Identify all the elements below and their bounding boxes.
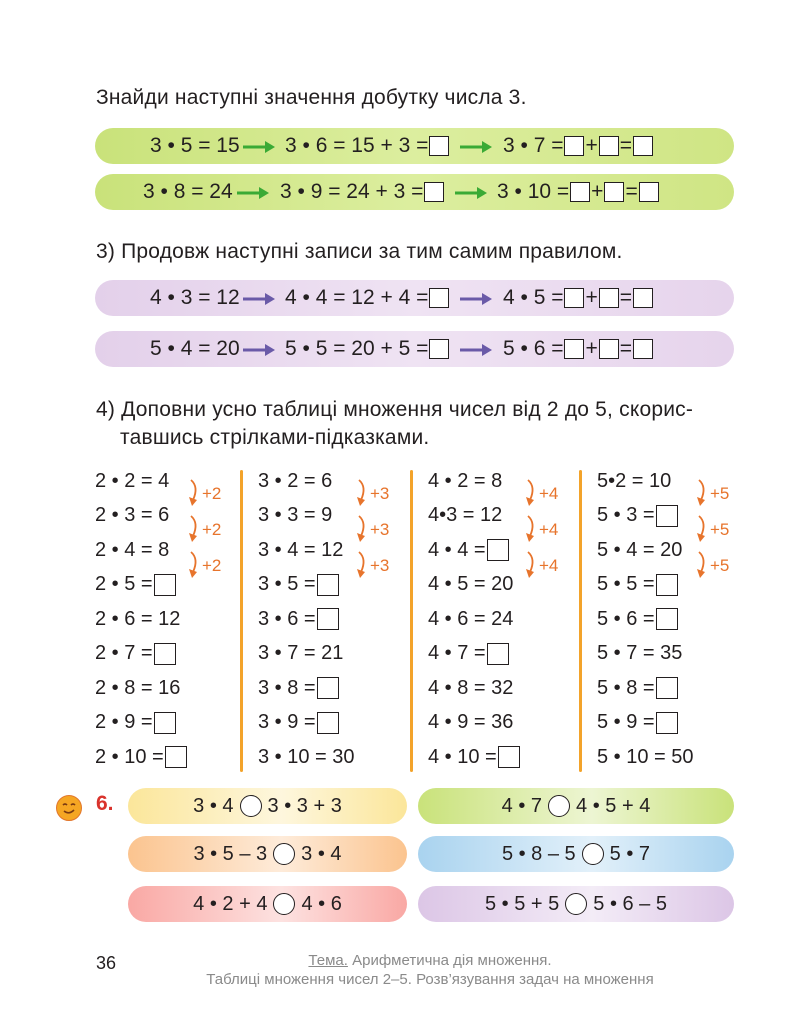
table-expression: 2 • 9 =: [95, 711, 153, 733]
answer-box[interactable]: [154, 712, 176, 734]
answer-box[interactable]: [656, 677, 678, 699]
answer-box[interactable]: [599, 136, 619, 156]
comparison-right: 4 • 6: [301, 892, 342, 915]
table-row: [597, 537, 682, 563]
answer-box[interactable]: [656, 574, 678, 596]
curved-arrow-icon: [188, 550, 202, 580]
table-expression: 3 • 6 =: [258, 607, 316, 630]
hint-label: +4: [539, 484, 559, 503]
table-row: [95, 537, 169, 563]
answer-box[interactable]: [429, 288, 449, 308]
table-expression: 2 • 7 =: [95, 642, 153, 664]
table-row: [597, 572, 679, 598]
table-expression: 5 • 5 =: [597, 573, 655, 595]
table-expression: 3 • 3 = 9: [258, 504, 333, 526]
answer-box[interactable]: [656, 505, 678, 527]
table-row: [428, 675, 513, 701]
table-row: [428, 641, 510, 667]
answer-box[interactable]: [633, 136, 653, 156]
table-expression: 3 • 2 = 6: [258, 469, 333, 492]
table-row: [428, 572, 513, 598]
table-row: [597, 503, 679, 529]
table-row: [428, 744, 521, 770]
table-row: [258, 641, 343, 667]
table-row: [258, 710, 340, 736]
table-expression: 4 • 2 = 8: [428, 469, 503, 492]
comparison-right: 4 • 5 + 4: [576, 794, 651, 817]
table-expression: 2 • 10 =: [95, 745, 164, 768]
table-row: [95, 744, 188, 770]
table-row: [95, 675, 180, 701]
table-expression: 3 • 4 = 12: [258, 538, 344, 561]
arrow-right-icon: [243, 344, 275, 356]
curved-arrow-icon: [188, 478, 202, 508]
table-expression: 2 • 3 = 6: [95, 504, 170, 526]
table-expression: 2 • 5 =: [95, 573, 153, 595]
answer-box[interactable]: [317, 574, 339, 596]
expr-b: 4 • 4 = 12 + 4 =: [285, 280, 450, 316]
footer-topic-line1: Тема. Арифметична дія множення.: [308, 952, 552, 969]
comparison-left: 3 • 5 – 3: [193, 842, 268, 865]
table-expression: 3 • 9 =: [258, 711, 316, 733]
arrow-right-icon: [460, 141, 492, 153]
table-row: [258, 606, 340, 632]
arrow-right-icon: [460, 344, 492, 356]
answer-box[interactable]: [429, 339, 449, 359]
table-expression: 5 • 10 = 50: [597, 745, 694, 768]
green-row-2: [95, 174, 734, 210]
answer-box[interactable]: [599, 288, 619, 308]
hint-label: +3: [370, 484, 390, 503]
table-row: [258, 537, 343, 563]
arrow-right-icon: [455, 187, 487, 199]
table-row: [428, 606, 513, 632]
table-row: [95, 468, 169, 494]
comparison-left: 3 • 4: [193, 794, 234, 817]
hint-label: +2: [202, 520, 222, 539]
hint-label: +3: [370, 520, 390, 539]
expr-a: 4 • 3 = 12: [150, 286, 240, 309]
compare-circle[interactable]: [273, 843, 295, 865]
compare-circle[interactable]: [565, 893, 587, 915]
answer-box[interactable]: [165, 746, 187, 768]
table-expression: 4 • 7 =: [428, 642, 486, 664]
table-expression: 5 • 9 =: [597, 711, 655, 733]
answer-box[interactable]: [487, 643, 509, 665]
comparison-right: 3 • 4: [301, 842, 342, 865]
table-row: [95, 572, 177, 598]
expr-c: 3 • 7 = + =: [503, 128, 654, 164]
hint-label: +3: [370, 556, 390, 575]
section-4-heading-line1: 4) Доповни усно таблиці множення чисел від 2 до 5, скорис-: [96, 398, 694, 421]
table-expression: 4 • 4 =: [428, 538, 486, 561]
answer-box[interactable]: [424, 182, 444, 202]
table-expression: 4 • 5 = 20: [428, 573, 514, 595]
answer-box[interactable]: [154, 574, 176, 596]
answer-box[interactable]: [429, 136, 449, 156]
expr-a: 5 • 4 = 20: [150, 337, 240, 360]
arrow-right-icon: [237, 187, 269, 199]
comparison-pill: [128, 788, 407, 824]
comparison-left: 4 • 7: [501, 794, 543, 817]
table-expression: 5 • 4 = 20: [597, 538, 683, 561]
comparison-left: 5 • 5 + 5: [484, 892, 560, 915]
table-row: [428, 537, 510, 563]
hint-label: +4: [539, 556, 559, 575]
table-row: [258, 572, 340, 598]
expr-b: 3 • 6 = 15 + 3 =: [285, 128, 450, 164]
table-row: [597, 710, 679, 736]
answer-box[interactable]: [564, 288, 584, 308]
curved-arrow-icon: [356, 514, 370, 544]
comparison-pill: [128, 886, 407, 922]
arrow-right-icon: [460, 293, 492, 305]
compare-circle[interactable]: [582, 843, 604, 865]
table-expression: 3 • 7 = 21: [258, 642, 344, 664]
hint-label: +2: [202, 556, 222, 575]
curved-arrow-icon: [696, 514, 710, 544]
expr-c: 3 • 10 = + =: [497, 174, 660, 210]
comparison-pill: [418, 788, 734, 824]
curved-arrow-icon: [696, 550, 710, 580]
answer-box[interactable]: [604, 182, 624, 202]
answer-box[interactable]: [599, 339, 619, 359]
page-number: 36: [96, 953, 117, 973]
section-3-heading: 3) Продовж наступні записи за тим самим правилом.: [96, 240, 623, 263]
smiley-icon: [56, 795, 82, 821]
expr-b: 3 • 9 = 24 + 3 =: [280, 174, 445, 210]
expr-a: 3 • 5 = 15: [150, 134, 240, 157]
answer-box[interactable]: [564, 339, 584, 359]
curved-arrow-icon: [188, 514, 202, 544]
answer-box[interactable]: [154, 643, 176, 665]
arrow-right-icon: [243, 293, 275, 305]
curved-arrow-icon: [525, 514, 539, 544]
arrow-right-icon: [243, 141, 275, 153]
hint-label: +5: [710, 484, 730, 503]
comparison-right: 5 • 6 – 5: [593, 892, 667, 915]
table-expression: 5 • 3 =: [597, 504, 655, 526]
comparison-left: 5 • 8 – 5: [501, 842, 576, 865]
comparison-pill: [418, 886, 734, 922]
answer-box[interactable]: [656, 608, 678, 630]
expr-a: 3 • 8 = 24: [143, 180, 233, 203]
footer-topic-line2: Таблиці множення чисел 2–5. Розв’язування задач на множення: [206, 971, 654, 988]
hint-label: +2: [202, 484, 222, 503]
column-divider: [579, 470, 582, 772]
compare-circle[interactable]: [548, 795, 570, 817]
table-expression: 2 • 2 = 4: [95, 469, 170, 492]
section-4-heading-line2: тавшись стрілками-підказками.: [120, 426, 430, 449]
table-row: [95, 710, 177, 736]
table-expression: 2 • 6 = 12: [95, 607, 181, 630]
answer-box[interactable]: [633, 339, 653, 359]
table-expression: 4•3 = 12: [428, 504, 503, 526]
comparison-left: 4 • 2 + 4: [193, 892, 268, 915]
curved-arrow-icon: [356, 550, 370, 580]
purple-row-2: [95, 331, 734, 367]
table-row: [428, 710, 513, 736]
answer-box[interactable]: [570, 182, 590, 202]
answer-box[interactable]: [564, 136, 584, 156]
table-expression: 3 • 5 =: [258, 573, 316, 595]
purple-row-1: [95, 280, 734, 316]
table-expression: 2 • 4 = 8: [95, 538, 170, 561]
comparison-pill: [128, 836, 407, 872]
table-expression: 5 • 6 =: [597, 607, 655, 630]
table-row: [258, 503, 332, 529]
table-row: [597, 744, 694, 770]
comparison-right: 5 • 7: [609, 842, 651, 865]
answer-box[interactable]: [656, 712, 678, 734]
green-row-1: [95, 128, 734, 164]
table-row: [95, 641, 177, 667]
answer-box[interactable]: [633, 288, 653, 308]
comparison-right: 3 • 3 + 3: [267, 794, 342, 817]
answer-box[interactable]: [317, 608, 339, 630]
table-expression: 3 • 10 = 30: [258, 745, 355, 768]
table-row: [258, 675, 340, 701]
table-row: [428, 503, 502, 529]
curved-arrow-icon: [525, 478, 539, 508]
curved-arrow-icon: [696, 478, 710, 508]
table-row: [428, 468, 502, 494]
hint-label: +4: [539, 520, 559, 539]
table-expression: 3 • 8 =: [258, 676, 316, 699]
table-row: [258, 468, 332, 494]
answer-box[interactable]: [317, 712, 339, 734]
answer-box[interactable]: [317, 677, 339, 699]
exercise-number: 6.: [96, 792, 114, 815]
table-row: [597, 675, 679, 701]
table-expression: 4 • 6 = 24: [428, 607, 514, 630]
answer-box[interactable]: [639, 182, 659, 202]
comparison-pill: [418, 836, 734, 872]
curved-arrow-icon: [525, 550, 539, 580]
table-row: [95, 503, 169, 529]
table-expression: 4 • 10 =: [428, 745, 497, 768]
table-expression: 2 • 8 = 16: [95, 676, 181, 699]
compare-circle[interactable]: [273, 893, 295, 915]
table-row: [597, 641, 682, 667]
hint-label: +5: [710, 520, 730, 539]
compare-circle[interactable]: [240, 795, 262, 817]
answer-box[interactable]: [487, 539, 509, 561]
table-row: [95, 606, 180, 632]
table-expression: 4 • 8 = 32: [428, 676, 514, 699]
table-expression: 5 • 8 =: [597, 676, 655, 699]
answer-box[interactable]: [498, 746, 520, 768]
curved-arrow-icon: [356, 478, 370, 508]
hint-label: +5: [710, 556, 730, 575]
table-expression: 5 • 7 = 35: [597, 642, 683, 664]
table-row: [258, 744, 355, 770]
expr-c: 5 • 6 = + =: [503, 331, 654, 367]
expr-c: 4 • 5 = + =: [503, 280, 654, 316]
table-expression: 5•2 = 10: [597, 469, 672, 492]
column-divider: [410, 470, 413, 772]
table-row: [597, 468, 671, 494]
table-row: [597, 606, 679, 632]
expr-b: 5 • 5 = 20 + 5 =: [285, 331, 450, 367]
column-divider: [240, 470, 243, 772]
section-a-heading: Знайди наступні значення добутку числа 3.: [96, 86, 527, 109]
table-expression: 4 • 9 = 36: [428, 711, 514, 733]
